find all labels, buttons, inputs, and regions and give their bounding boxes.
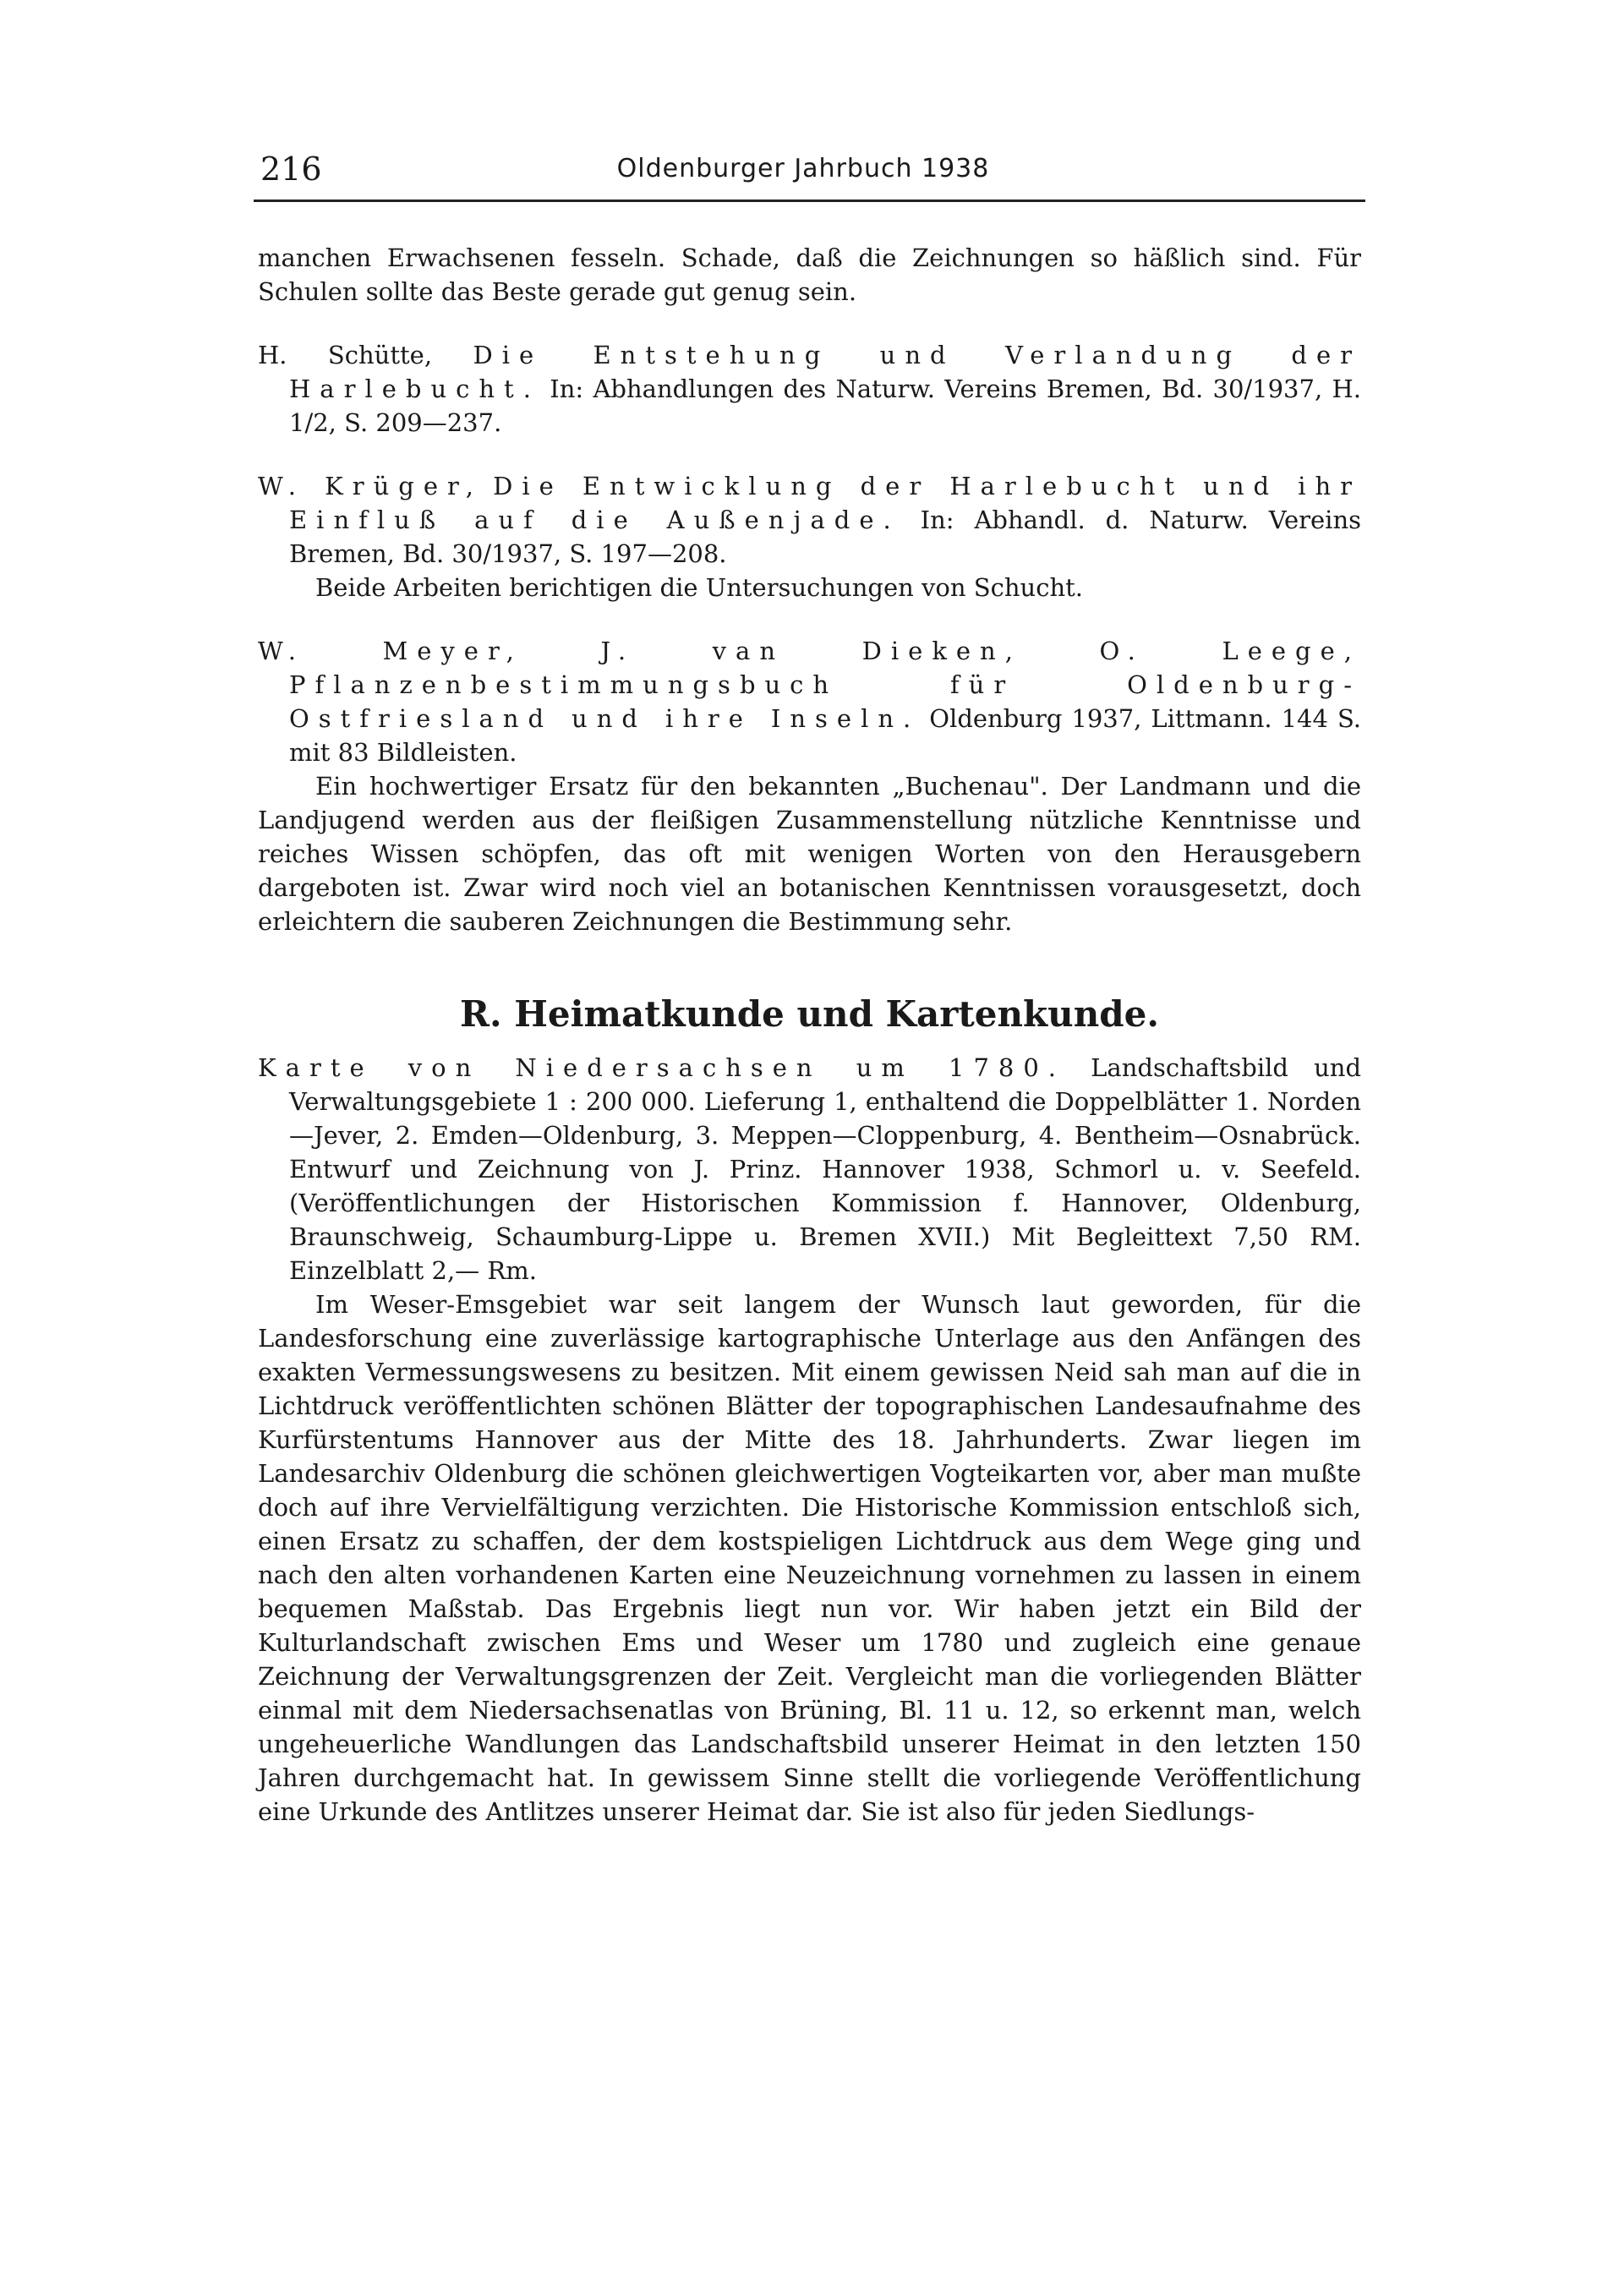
- review-note: Beide Arbeiten berichtigen die Untersuchungen von Schucht.: [315, 573, 1084, 602]
- entry-authors: W. Meyer, J. van Dieken, O. Leege,: [258, 637, 1361, 665]
- page-content: [258, 241, 1361, 1829]
- entry-title: Karte von Niedersachsen um 1780.: [258, 1053, 1066, 1082]
- bibliography-entry-karte: [258, 1051, 1361, 1287]
- entry-details: Oldenburg 1937, Littmann. 144 S. mit 83 Bildleisten.: [289, 704, 1361, 767]
- entry-details: In: Abhandl. d. Naturw. Vereins Bremen, Bd. 30/1937, S. 197—208.: [289, 506, 1362, 568]
- bibliography-entry-meyer: [258, 634, 1361, 769]
- header-rule: [254, 200, 1365, 202]
- review-paragraph: Ein hochwertiger Ersatz für den bekannten „Buchenau". Der Landmann und die Landjugend werden aus der fleißigen Zusammenstellung nützliche Kenntnisse und reiches Wissen schöpfen, das oft mit wenigen Worten von den Herausgebern dargeboten ist. Zwar wird noch viel an botanischen Kenntnissen vorausgesetzt, doch erleichtern die sauberen Zeichnungen die Bestimmung sehr.: [258, 772, 1361, 936]
- continuation-paragraph: manchen Erwachsenen fesseln. Schade, daß die Zeichnungen so häßlich sind. Für Schulen sollte das Beste gerade gut genug sein.: [258, 243, 1361, 306]
- bibliography-entry-schuette: [258, 338, 1361, 440]
- entry-author: H. Schütte,: [258, 341, 433, 369]
- entry-details: In: Abhandlungen des Naturw. Vereins Bremen, Bd. 30/1937, H. 1/2, S. 209—237.: [289, 374, 1362, 437]
- entry-title: Die Entstehung und Verlandung der Harlebucht.: [289, 341, 1361, 403]
- page-header: [254, 144, 1353, 194]
- running-title: Oldenburger Jahrbuch 1938: [616, 154, 990, 183]
- entry-title: Pflanzenbestimmungsbuch für Oldenburg-Ostfriesland und ihre Inseln.: [289, 670, 1361, 733]
- bibliography-entry-krueger: [258, 469, 1361, 571]
- section-heading: R. Heimatkunde und Kartenkunde.: [460, 993, 1159, 1035]
- entry-details: Landschaftsbild und Verwaltungsgebiete 1 : 200 000. Lieferung 1, enthaltend die Doppelblätter 1. Norden—Jever, 2. Emden—Oldenburg, 3. Meppen—Cloppenburg, 4. Bentheim—Osnabrück. Entwurf und Zeichnung von J. Prinz. Hannover 1938, Schmorl u. v. Seefeld. (Veröffentlichungen der Historischen Kommission f. Hannover, Oldenburg, Braunschweig, Schaumburg-Lippe u. Bremen XVII.) Mit Begleittext 7,50 RM. Einzelblatt 2,— Rm.: [289, 1053, 1362, 1285]
- entry-author: W. Krüger,: [258, 472, 483, 500]
- page-number: 216: [260, 150, 322, 188]
- entry-title: Die Entwicklung der Harlebucht und ihr Einfluß auf die Außenjade.: [289, 472, 1362, 534]
- review-paragraph: Im Weser-Emsgebiet war seit langem der Wunsch laut geworden, für die Landesforschung eine zuverlässige kartographische Unterlage aus den Anfängen des exakten Vermessungswesens zu besitzen. Mit einem gewissen Neid sah man auf die in Lichtdruck veröffentlichten schönen Blätter der topographischen Landesaufnahme des Kurfürstentums Hannover aus der Mitte des 18. Jahrhunderts. Zwar liegen im Landesarchiv Oldenburg die schönen gleichwertigen Vogteikarten vor, aber man mußte doch auf ihre Vervielfältigung verzichten. Die Historische Kommission entschloß sich, einen Ersatz zu schaffen, der dem kostspieligen Lichtdruck aus dem Wege ging und nach den alten vorhandenen Karten eine Neuzeichnung vornehmen zu lassen in einem bequemen Maßstab. Das Ergebnis liegt nun vor. Wir haben jetzt ein Bild der Kulturlandschaft zwischen Ems und Weser um 1780 und zugleich eine genaue Zeichnung der Verwaltungsgrenzen der Zeit. Vergleicht man die vorliegenden Blätter einmal mit dem Niedersachsenatlas von Brüning, Bl. 11 u. 12, so erkennt man, welch ungeheuerliche Wandlungen das Landschaftsbild unserer Heimat in den letzten 150 Jahren durchgemacht hat. In gewissem Sinne stellt die vorliegende Veröffentlichung eine Urkunde des Antlitzes unserer Heimat dar. Sie ist also für jeden Siedlungs-: [258, 1290, 1361, 1826]
